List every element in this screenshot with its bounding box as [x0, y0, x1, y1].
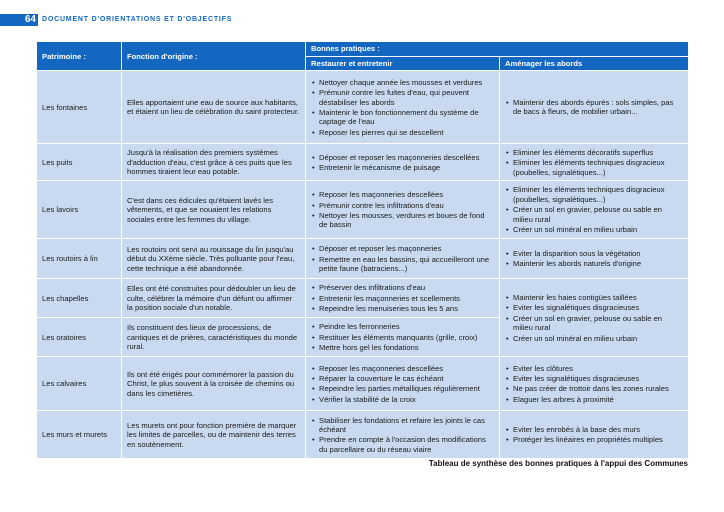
bullet-list — [505, 249, 683, 269]
bullet-list — [505, 148, 683, 177]
bullet-item: • Maintenir le bon fonctionnement du système de captage de l'eau — [319, 108, 494, 127]
restaurer-cell — [306, 239, 500, 279]
bullet-item: • Prémunir contre les infiltrations d'eau — [319, 201, 494, 210]
table-row — [37, 279, 689, 318]
fonction-cell: Ils ont été érigés pour commémorer la passion du Christ, le plus souvent à la croisée de chemins ou dans les cimetières. — [122, 357, 306, 411]
table-row — [37, 411, 689, 459]
bullet-item: • Entretenir les maçonneries et scellements — [319, 294, 494, 303]
bullet-item: • Repeindre les menuiseries tous les 5 ans — [319, 304, 494, 313]
patrimoine-cell: Les lavoirs — [37, 181, 122, 239]
bullet-list — [311, 283, 494, 313]
bullet-item: • Reposer les maçonneries descellées — [319, 190, 494, 199]
bullet-item: • Maintenir des abords épurés : sols simples, pas de bacs à fleurs, de mobilier urbain... — [513, 98, 683, 117]
bullet-item: • Eliminer les éléments techniques disgracieux (poubelles, signalétiques...) — [513, 158, 683, 177]
bullet-item: • Eviter les signalétiques disgracieuses — [513, 374, 683, 383]
patrimoine-cell: Les puits — [37, 144, 122, 181]
table-row — [37, 144, 689, 181]
amenager-cell — [500, 411, 689, 459]
restaurer-cell — [306, 181, 500, 239]
bullet-item: • Prémunir contre les fuites d'eau, qui peuvent déstabiliser les abords — [319, 88, 494, 107]
bullet-item: • Stabiliser les fondations et refaire les joints le cas échéant — [319, 416, 494, 435]
amenager-cell — [500, 144, 689, 181]
restaurer-cell — [306, 357, 500, 411]
col-header-bonnes-pratiques: Bonnes pratiques : — [306, 42, 689, 57]
bullet-item: • Eviter la disparition sous la végétation — [513, 249, 683, 258]
bullet-list — [505, 185, 683, 234]
document-title: DOCUMENT D'ORIENTATIONS ET D'OBJECTIFS — [42, 16, 233, 23]
amenager-cell — [500, 357, 689, 411]
fonction-cell: Les routoirs ont servi au rouissage du lin jusqu'au début du XXème siècle. Très polluante pour l'eau, cette technique a été abandonnée. — [122, 239, 306, 279]
fonction-cell: C'est dans ces édicules qu'étaient lavés les vêtements, et que se nouaient les relations sociales entre les femmes du village. — [122, 181, 306, 239]
restaurer-cell — [306, 411, 500, 459]
bullet-list — [505, 425, 683, 445]
table-row — [37, 71, 689, 144]
col-header-patrimoine: Patrimoine : — [37, 42, 122, 71]
restaurer-cell — [306, 279, 500, 318]
col-header-fonction: Fonction d'origine : — [122, 42, 306, 71]
patrimoine-cell: Les calvaires — [37, 357, 122, 411]
bullet-item: • Nettoyer chaque année les mousses et verdures — [319, 78, 494, 87]
bullet-item: • Prendre en compte à l'occasion des modifications du parcellaire ou du réseau viaire — [319, 435, 494, 454]
bullet-list — [505, 293, 683, 343]
bullet-item: • Créer un sol minéral en milieu urbain — [513, 225, 683, 234]
bullet-list — [311, 190, 494, 230]
bullet-item: • Ne pas créer de trottoir dans les zones rurales — [513, 384, 683, 393]
bullet-list — [311, 416, 494, 455]
bullet-item: • Créer un sol en gravier, pelouse ou sable en milieu rural — [513, 314, 683, 333]
bullet-item: • Créer un sol en gravier, pelouse ou sable en milieu rural — [513, 205, 683, 224]
bullet-list — [311, 322, 494, 352]
bullet-item: • Préserver des infiltrations d'eau — [319, 283, 494, 292]
bullet-item: • Entretenir le mécanisme de puisage — [319, 163, 494, 172]
bullet-list — [505, 364, 683, 405]
bullet-item: • Reposer les pierres qui se descellent — [319, 128, 494, 137]
page-number: 64 — [0, 14, 38, 26]
restaurer-cell — [306, 144, 500, 181]
fonction-cell: Ils constituent des lieux de processions, de cantiques et de prières, caractéristiques du monde rural. — [122, 318, 306, 357]
table-row — [37, 239, 689, 279]
restaurer-cell — [306, 318, 500, 357]
bullet-item: • Repeindre les parties métalliques régulièrement — [319, 384, 494, 393]
bullet-item: • Remettre en eau les bassins, qui accueilleront une petite faune (batraciens...) — [319, 255, 494, 274]
bullet-item: • Maintenir les abords naturels d'origine — [513, 259, 683, 268]
patrimoine-cell: Les fontaines — [37, 71, 122, 144]
bullet-item: • Créer un sol minéral en milieu urbain — [513, 334, 683, 343]
amenager-cell — [500, 279, 689, 357]
bullet-item: • Déposer et reposer les maçonneries — [319, 244, 494, 253]
bullet-item: • Eviter les enrobés à la base des murs — [513, 425, 683, 434]
bullet-item: • Maintenir les haies contigües taillées — [513, 293, 683, 302]
bullet-item: • Elaguer les arbres à proximité — [513, 395, 683, 404]
bullet-item: • Peindre les ferronneries — [319, 322, 494, 331]
bullet-item: • Mettre hors gel les fondations — [319, 343, 494, 352]
patrimoine-cell: Les chapelles — [37, 279, 122, 318]
bullet-item: • Protéger les linéaires en propriétés multiples — [513, 435, 683, 444]
table-caption: Tableau de synthèse des bonnes pratiques à l'appui des Communes — [428, 459, 688, 468]
bullet-item: • Nettoyer les mousses, verdures et boues de fond de bassin — [319, 211, 494, 230]
col-header-restaurer: Restaurer et entretenir — [306, 57, 500, 71]
col-header-amenager: Aménager les abords — [500, 57, 689, 71]
fonction-cell: Jusqu'à la réalisation des premiers systèmes d'adduction d'eau, c'est grâce à ces puits que les hommes tiraient leur eau potable. — [122, 144, 306, 181]
bullet-item: • Déposer et reposer les maçonneries descellées — [319, 153, 494, 162]
synthesis-table — [36, 41, 689, 459]
bullet-list — [505, 98, 683, 117]
bullet-item: • Réparer la couverture le cas échéant — [319, 374, 494, 383]
bullet-item: • Restituer les éléments manquants (grille, croix) — [319, 333, 494, 342]
bullet-list — [311, 153, 494, 173]
amenager-cell — [500, 239, 689, 279]
restaurer-cell — [306, 71, 500, 144]
table-row — [37, 357, 689, 411]
bullet-item: • Eliminer les éléments techniques disgracieux (poubelles, signalétiques...) — [513, 185, 683, 204]
bullet-item: • Eviter les signalétiques disgracieuses — [513, 303, 683, 312]
patrimoine-cell: Les routoirs à lin — [37, 239, 122, 279]
bullet-item: • Reposer les maçonneries descellées — [319, 364, 494, 373]
patrimoine-cell: Les oratoires — [37, 318, 122, 357]
bullet-list — [311, 244, 494, 273]
amenager-cell — [500, 181, 689, 239]
fonction-cell: Les murets ont pour fonction première de marquer les limites de parcelles, ou de maintenir des terres en soutènement. — [122, 411, 306, 459]
bullet-list — [311, 78, 494, 137]
bullet-item: • Vérifier la stabilité de la croix — [319, 395, 494, 404]
bullet-item: • Eliminer les éléments décoratifs superflus — [513, 148, 683, 157]
fonction-cell: Elles apportaient une eau de source aux habitants, et étaient un lieu de célébration du saint protecteur. — [122, 71, 306, 144]
amenager-cell — [500, 71, 689, 144]
patrimoine-cell: Les murs et murets — [37, 411, 122, 459]
bullet-item: • Eviter les clôtures — [513, 364, 683, 373]
bullet-list — [311, 364, 494, 405]
fonction-cell: Elles ont été construites pour dédoubler un lieu de culte, célébrer la mémoire d'un défunt ou affirmer la position sociale d'un notable. — [122, 279, 306, 318]
table-row — [37, 181, 689, 239]
